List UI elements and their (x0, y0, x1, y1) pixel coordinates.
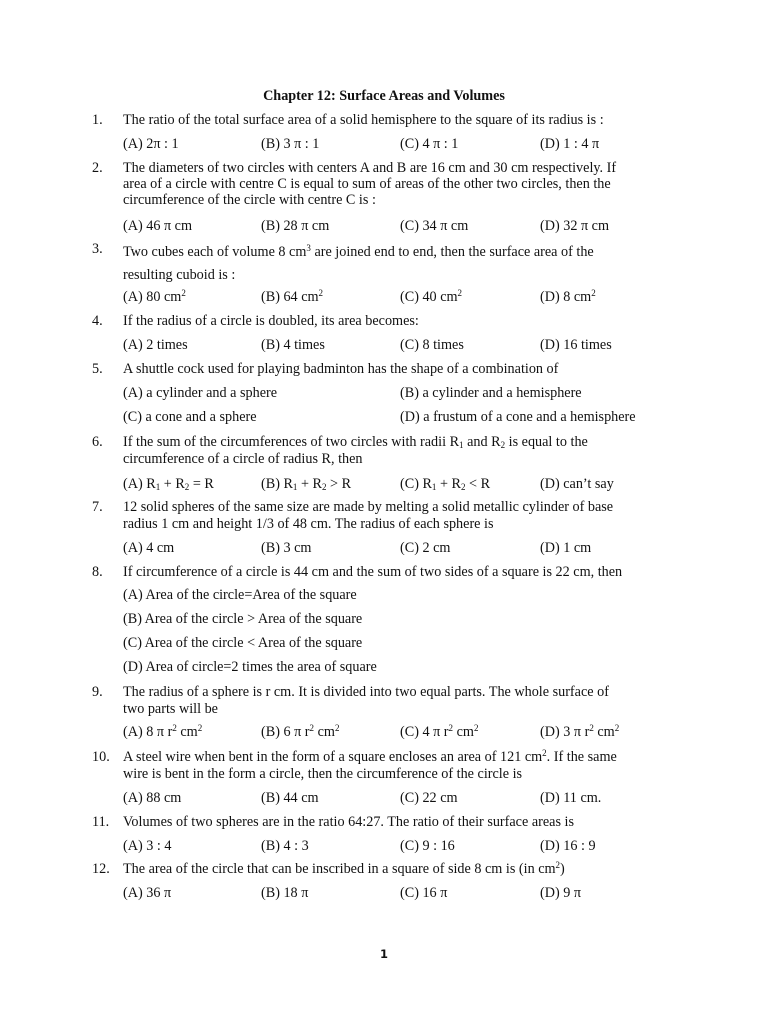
answer-option: (B) 4 times (261, 337, 325, 353)
question-number: 10. (92, 749, 110, 765)
question-number: 4. (92, 313, 103, 329)
question-stem (123, 160, 616, 208)
question-stem-line: resulting cuboid is : (123, 267, 236, 283)
answer-option: (C) Area of the circle < Area of the square (123, 635, 363, 651)
question-stem-line: 12 solid spheres of the same size are made by melting a solid metallic cylinder of base (123, 499, 614, 515)
page-title: Chapter 12: Surface Areas and Volumes (263, 88, 505, 104)
question-stem-line: If the sum of the circumferences of two circles with radii $R_1$ and $R_2$ is equal to the (123, 434, 588, 450)
answer-option: (C) $R_1 + R_2 < R$ (400, 476, 491, 492)
answer-option: (B) 3 cm (261, 540, 312, 556)
answer-option: (C) 2 cm (400, 540, 451, 556)
answer-option: (B) 28 π cm (261, 218, 330, 234)
question-stem-line: If the radius of a circle is doubled, its area becomes: (123, 313, 419, 329)
question-stem (123, 499, 613, 533)
answer-option: (D) Area of circle=2 times the area of square (123, 659, 377, 675)
answer-option: (A) 8 π $r^2$ $cm^2$ (123, 723, 203, 740)
question-number: 9. (92, 684, 103, 700)
answer-option: (B) $R_1 + R_2 > R$ (261, 476, 352, 492)
question-number: 12. (92, 861, 110, 877)
answer-option: (A) a cylinder and a sphere (123, 385, 278, 401)
question-stem-line: Volumes of two spheres are in the ratio 64:27. The ratio of their surface areas is (123, 814, 574, 830)
answer-option: (B) 6 π $r^2$ $cm^2$ (261, 723, 340, 740)
question-number: 5. (92, 361, 103, 377)
question-stem-line: circumference of the circle with centre C is : (123, 192, 376, 208)
question-number: 1. (92, 112, 103, 128)
answer-option: (A) $R_1 + R_2 = R$ (123, 476, 214, 492)
question-number: 8. (92, 564, 103, 580)
question-stem (123, 684, 609, 718)
answer-option: (A) 36 π (123, 885, 172, 901)
question-stem-line: circumference of a circle of radius R, then (123, 451, 363, 467)
answer-option: (A) 3 : 4 (123, 838, 172, 854)
question-number: 3. (92, 241, 103, 257)
answer-option: (C) 8 times (400, 337, 464, 353)
question-number: 6. (92, 434, 103, 450)
answer-option: (A) Area of the circle=Area of the square (123, 587, 357, 603)
question-stem (123, 241, 594, 287)
answer-option: (D) 1 cm (540, 540, 592, 556)
answer-option: (A) 2π : 1 (123, 136, 179, 152)
answer-option: (C) 4 π : 1 (400, 136, 459, 152)
question-stem (123, 434, 588, 468)
question-number: 2. (92, 160, 103, 176)
answer-option: (D) 1 : 4 π (540, 136, 600, 152)
answer-option: (D) 11 cm. (540, 790, 602, 806)
answer-option: (A) 2 times (123, 337, 188, 353)
answer-option: (A) 88 cm (123, 790, 182, 806)
answer-option: (C) 4 π $r^2$ $cm^2$ (400, 723, 479, 740)
question-stem (123, 112, 604, 129)
question-stem (123, 749, 617, 783)
question-number: 11. (92, 814, 110, 830)
answer-option: (D) 32 π cm (540, 218, 610, 234)
question-stem-line: area of a circle with centre C is equal to sum of areas of the other two circles, then the (123, 176, 611, 192)
question-stem-line: Two cubes each of volume 8 $cm^3$ are joined end to end, then the surface area of the (123, 243, 594, 260)
question-stem (123, 814, 574, 831)
answer-option: (D) 9 π (540, 885, 582, 901)
question-stem-line: The diameters of two circles with centers A and B are 16 cm and 30 cm respectively. If (123, 160, 617, 176)
question-stem-line: radius 1 cm and height 1/3 of 48 cm. The radius of each sphere is (123, 516, 494, 532)
answer-option: (C) 34 π cm (400, 218, 469, 234)
answer-option: (B) 44 cm (261, 790, 319, 806)
answer-option: (A) 46 π cm (123, 218, 193, 234)
answer-option: (D) 3 π $r^2$ $cm^2$ (540, 723, 620, 740)
answer-option: (B) 18 π (261, 885, 309, 901)
answer-option: (C) 22 cm (400, 790, 458, 806)
question-stem-line: A steel wire when bent in the form of a square encloses an area of 121 $cm^2$. If the same (123, 748, 617, 765)
answer-option: (C) 16 π (400, 885, 448, 901)
answer-option: (D) can’t say (540, 476, 614, 492)
answer-option: (A) 80 $cm^2$ (123, 288, 186, 305)
answer-option: (C) a cone and a sphere (123, 409, 257, 425)
answer-option: (D) a frustum of a cone and a hemisphere (400, 409, 636, 425)
answer-option: (B) a cylinder and a hemisphere (400, 385, 582, 401)
answer-option: (A) 4 cm (123, 540, 175, 556)
question-stem (123, 861, 565, 878)
question-stem-line: The radius of a sphere is r cm. It is divided into two equal parts. The whole surface of (123, 684, 609, 700)
question-stem (123, 313, 419, 330)
question-stem-line: The area of the circle that can be inscribed in a square of side 8 cm is (in $cm^2$) (123, 860, 565, 877)
answer-option: (B) 3 π : 1 (261, 136, 320, 152)
answer-option: (D) 8 $cm^2$ (540, 288, 596, 305)
answer-option: (B) 64 $cm^2$ (261, 288, 324, 305)
question-stem-line: If circumference of a circle is 44 cm and the sum of two sides of a square is 22 cm, then (123, 564, 623, 580)
answer-option: (C) 40 $cm^2$ (400, 288, 463, 305)
question-stem (123, 361, 558, 378)
answer-option: (D) 16 : 9 (540, 838, 596, 854)
question-stem-line: two parts will be (123, 701, 218, 717)
answer-option: (B) 4 : 3 (261, 838, 309, 854)
answer-option: (C) 9 : 16 (400, 838, 455, 854)
page-number: 1 (379, 947, 388, 961)
question-number: 7. (92, 499, 103, 515)
answer-option: (D) 16 times (540, 337, 612, 353)
question-stem (123, 564, 622, 581)
question-stem-line: The ratio of the total surface area of a solid hemisphere to the square of its radius is : (123, 112, 604, 128)
question-stem-line: wire is bent in the form a circle, then the circumference of the circle is (123, 766, 523, 782)
answer-option: (B) Area of the circle > Area of the square (123, 611, 363, 627)
question-stem-line: A shuttle cock used for playing badminton has the shape of a combination of (123, 361, 559, 377)
